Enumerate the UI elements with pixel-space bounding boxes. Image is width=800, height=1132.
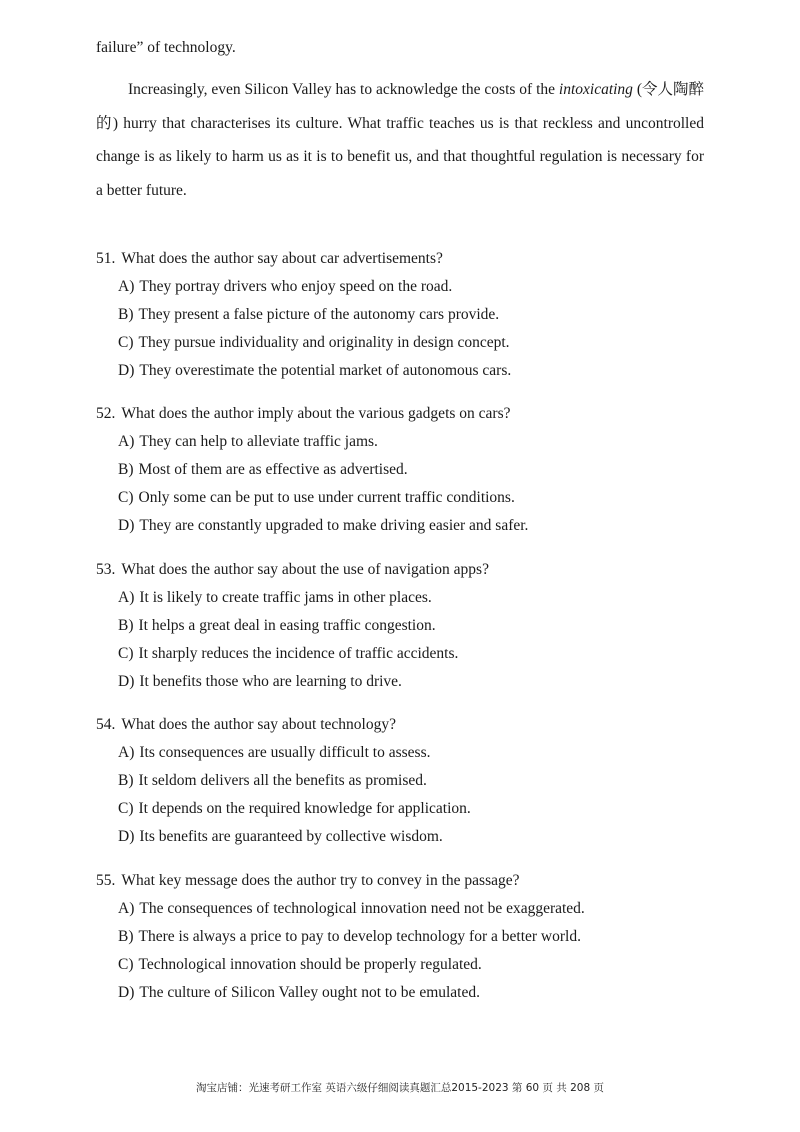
option-letter: A) [118, 900, 135, 917]
question-text: What does the author say about the use of navigation apps? [121, 561, 489, 578]
option-letter: C) [118, 645, 134, 662]
option-text: Its benefits are guaranteed by collective wisdom. [139, 828, 443, 845]
option-letter: B) [118, 306, 134, 323]
question-text: What key message does the author try to convey in the passage? [121, 872, 520, 889]
option-letter: C) [118, 489, 134, 506]
question-51 [96, 249, 716, 381]
option-text: The consequences of technological innovation need not be exaggerated. [139, 900, 585, 917]
option-letter: A) [118, 433, 135, 450]
option-c [96, 333, 716, 353]
option-text: Only some can be put to use under current traffic conditions. [138, 489, 515, 506]
question-54 [96, 715, 716, 847]
option-text: Most of them are as effective as advertised. [138, 461, 408, 478]
passage-para-emphasis: intoxicating [558, 81, 633, 98]
option-text: Its consequences are usually difficult to assess. [139, 744, 431, 761]
option-text: It sharply reduces the incidence of traffic accidents. [138, 645, 459, 662]
option-c [96, 799, 716, 819]
option-letter: B) [118, 772, 134, 789]
question-text: What does the author say about technology? [121, 716, 396, 733]
option-letter: A) [118, 278, 135, 295]
option-letter: D) [118, 517, 135, 534]
option-text: It helps a great deal in easing traffic congestion. [138, 617, 436, 634]
option-a [96, 588, 716, 608]
question-55 [96, 871, 716, 1003]
passage-para-gloss: (令人陶醉的) [96, 81, 704, 132]
option-c [96, 644, 716, 664]
option-text: They can help to alleviate traffic jams. [139, 433, 378, 450]
passage-top-line: failure” of technology. [96, 39, 236, 56]
passage-para-start: Increasingly, even Silicon Valley has to acknowledge the costs of the [128, 81, 559, 98]
option-d [96, 827, 716, 847]
option-text: It is likely to create traffic jams in other places. [139, 589, 432, 606]
option-letter: D) [118, 828, 135, 845]
option-letter: D) [118, 673, 135, 690]
question-number: 52. [96, 405, 116, 422]
question-number: 51. [96, 250, 116, 267]
option-text: They are constantly upgraded to make driving easier and safer. [139, 517, 529, 534]
option-d [96, 983, 716, 1003]
option-a [96, 743, 716, 763]
option-b [96, 460, 716, 480]
option-d [96, 672, 716, 692]
question-stem [96, 560, 716, 580]
option-a [96, 899, 716, 919]
option-text: There is always a price to pay to develop technology for a better world. [138, 928, 581, 945]
option-letter: A) [118, 744, 135, 761]
option-letter: B) [118, 617, 134, 634]
option-c [96, 488, 716, 508]
question-stem [96, 715, 716, 735]
passage-para-end: hurry that characterises its culture. What traffic teaches us is that reckless and uncontrolled change is as likely to harm us as it is to benefit us, and that thoughtful regulation is necessary for a better future. [96, 114, 704, 199]
option-text: They portray drivers who enjoy speed on the road. [139, 278, 453, 295]
option-letter: A) [118, 589, 135, 606]
option-text: It seldom delivers all the benefits as promised. [138, 772, 427, 789]
option-b [96, 927, 716, 947]
option-text: They overestimate the potential market of autonomous cars. [139, 362, 512, 379]
question-stem [96, 249, 716, 269]
option-text: Technological innovation should be properly regulated. [138, 956, 482, 973]
option-text: They present a false picture of the autonomy cars provide. [138, 306, 500, 323]
question-number: 54. [96, 716, 116, 733]
question-stem [96, 871, 716, 891]
option-text: It depends on the required knowledge for application. [138, 800, 471, 817]
option-b [96, 305, 716, 325]
option-text: It benefits those who are learning to drive. [139, 673, 402, 690]
option-d [96, 361, 716, 381]
option-a [96, 277, 716, 297]
option-letter: C) [118, 800, 134, 817]
question-52 [96, 404, 716, 536]
option-letter: C) [118, 956, 134, 973]
option-letter: B) [118, 461, 134, 478]
question-text: What does the author say about car advertisements? [121, 250, 443, 267]
option-letter: B) [118, 928, 134, 945]
question-stem [96, 404, 716, 424]
option-b [96, 771, 716, 791]
page-footer: 淘宝店铺：光速考研工作室 英语六级仔细阅读真题汇总2015-2023 第 60 页 共 208 页 [196, 1082, 604, 1094]
option-c [96, 955, 716, 975]
passage-paragraph [96, 73, 704, 207]
option-letter: D) [118, 984, 135, 1001]
question-number: 53. [96, 561, 116, 578]
question-number: 55. [96, 872, 116, 889]
option-text: They pursue individuality and originality in design concept. [138, 334, 510, 351]
question-text: What does the author imply about the various gadgets on cars? [121, 405, 511, 422]
option-d [96, 516, 716, 536]
question-53 [96, 560, 716, 692]
option-letter: D) [118, 362, 135, 379]
option-b [96, 616, 716, 636]
option-letter: C) [118, 334, 134, 351]
option-a [96, 432, 716, 452]
option-text: The culture of Silicon Valley ought not to be emulated. [139, 984, 480, 1001]
